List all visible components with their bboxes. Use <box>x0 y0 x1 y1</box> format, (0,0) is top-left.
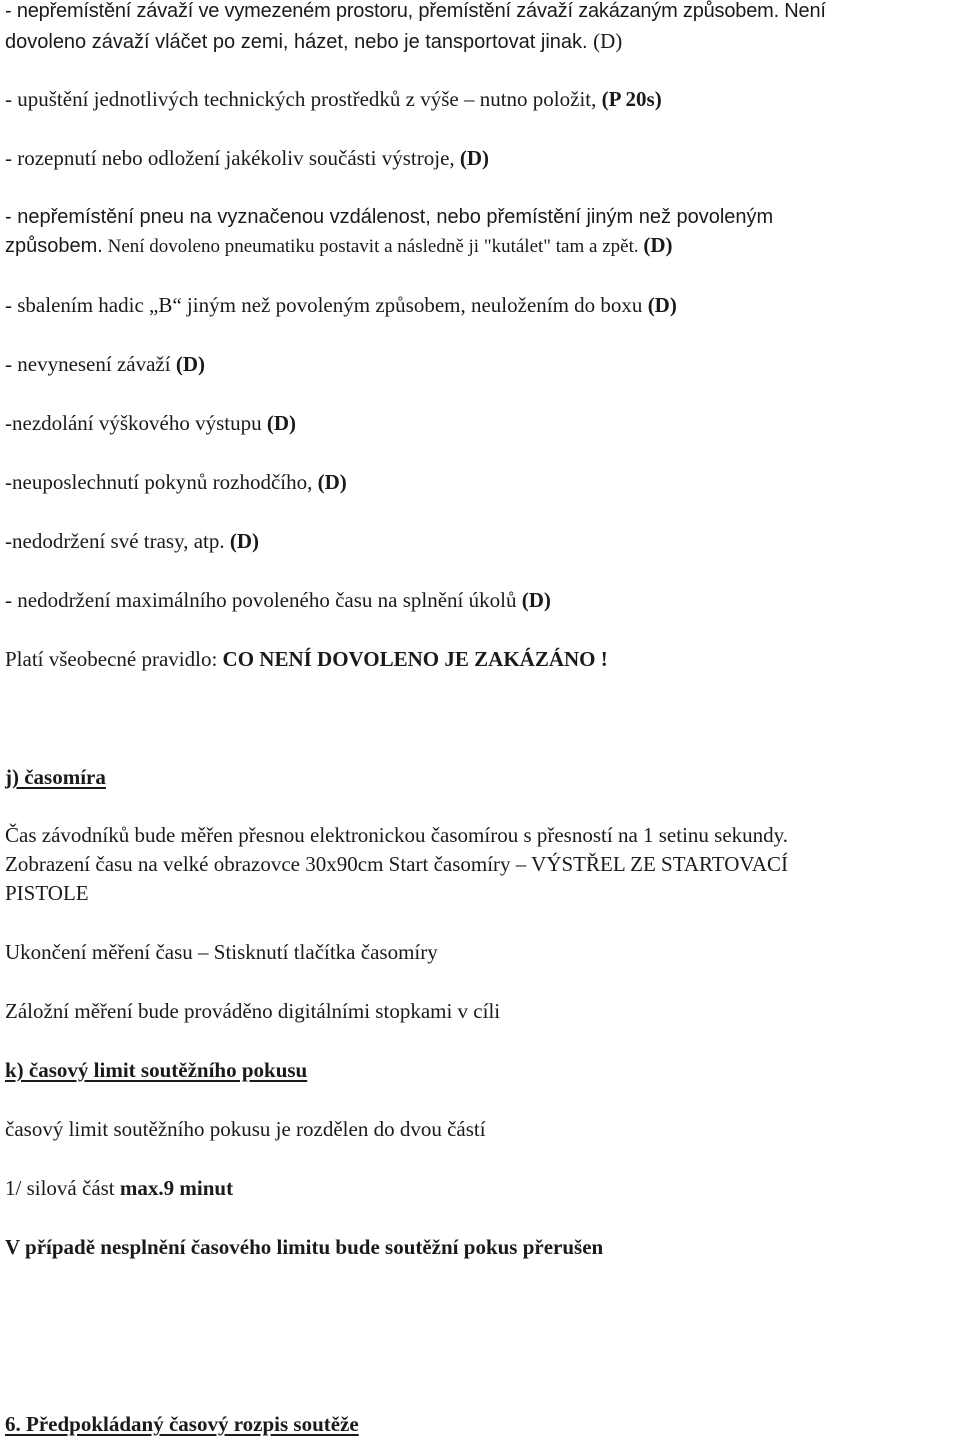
rule-tyre-line-1 <box>5 202 773 232</box>
rule-weight-line-1 <box>5 0 826 26</box>
rule-hoses-text: - sbalením hadic „B“ jiným než povoleným způsobem, neuložením do boxu <box>5 293 648 317</box>
section-j-line-2: Zobrazení času na velké obrazovce 30x90cm Start časomíry – VÝSTŘEL ZE STARTOVACÍ <box>5 852 789 876</box>
rule-track-text: -nedodržení své trasy, atp. <box>5 529 230 553</box>
section-k-interrupt: V případě nesplnění časového limitu bude soutěžní pokus přerušen <box>5 1235 604 1259</box>
section-k-part-1-value: max.9 minut <box>119 1176 234 1200</box>
rule-time-text: - nedodržení maximálního povoleného času na splnění úkolů <box>5 588 522 612</box>
penalty-marker: (P 20s) <box>601 87 662 111</box>
rule-climb <box>5 408 296 438</box>
section-k-line-1: časový limit soutěžního pokusu je rozdělen do dvou částí <box>5 1117 486 1141</box>
rule-tyre-text-2: způsobem. <box>5 235 103 257</box>
section-j-line-5: Záložní měření bude prováděno digitálními stopkami v cíli <box>5 999 501 1023</box>
section-6-heading: 6. Předpokládaný časový rozpis soutěže <box>5 1412 359 1436</box>
section-j-line-1: Čas závodníků bude měřen přesnou elektronickou časomírou s přesností na 1 setinu sekundy. <box>5 823 789 847</box>
rule-weight-text-2: dovoleno závaží vláčet po zemi, házet, nebo je tansportovat jinak. <box>5 31 588 53</box>
rule-carry-text: - nevynesení závaží <box>5 352 176 376</box>
penalty-marker: (D) <box>593 29 623 53</box>
penalty-marker: (D) <box>266 411 297 435</box>
general-rule-value: CO NENÍ DOVOLENO JE ZAKÁZÁNO ! <box>222 647 608 671</box>
section-j-line-3: PISTOLE <box>5 881 89 905</box>
rule-tyre-line-2 <box>5 230 673 262</box>
rule-tyre-text-3: Není dovoleno pneumatiku postavit a následně ji "kutálet" tam a zpět. <box>102 236 644 257</box>
rule-drop-text: - upuštění jednotlivých technických prostředků z výše – nutno položit, <box>5 87 602 111</box>
general-rule-label: Platí všeobecné pravidlo: <box>5 647 223 671</box>
rule-time <box>5 585 551 615</box>
section-k-heading: k) časový limit soutěžního pokusu <box>5 1058 308 1082</box>
rule-unfasten <box>5 143 489 173</box>
penalty-marker: (D) <box>459 146 490 170</box>
rule-unfasten-text: - rozepnutí nebo odložení jakékoliv součásti výstroje, <box>5 146 460 170</box>
section-k-part-1 <box>5 1173 233 1203</box>
rule-obey <box>5 467 347 497</box>
penalty-marker: (D) <box>229 529 260 553</box>
rule-tyre-text-1: - nepřemístění pneu na vyznačenou vzdálenost, nebo přemístění jiným než povoleným <box>5 206 774 228</box>
rule-weight-text-1: - nepřemístění závaží ve vymezeném prostoru, přemístění závaží zakázaným způsobem. Není <box>5 0 826 22</box>
rule-carry <box>5 349 205 379</box>
section-k-part-1-text: 1/ silová část <box>5 1176 120 1200</box>
penalty-marker: (D) <box>521 588 551 612</box>
penalty-marker: (D) <box>643 233 673 257</box>
penalty-marker: (D) <box>175 352 205 376</box>
rule-track <box>5 526 259 556</box>
general-rule <box>5 644 608 674</box>
penalty-marker: (D) <box>317 470 347 494</box>
penalty-marker: (D) <box>647 293 677 317</box>
section-j-line-4: Ukončení měření času – Stisknutí tlačítka časomíry <box>5 940 438 964</box>
rule-weight-line-2 <box>5 26 622 57</box>
section-j-heading: j) časomíra <box>5 765 106 789</box>
rule-obey-text: -neuposlechnutí pokynů rozhodčího, <box>5 470 318 494</box>
rule-drop <box>5 84 662 114</box>
rule-hoses <box>5 290 677 320</box>
rule-climb-text: -nezdolání výškového výstupu <box>5 411 267 435</box>
